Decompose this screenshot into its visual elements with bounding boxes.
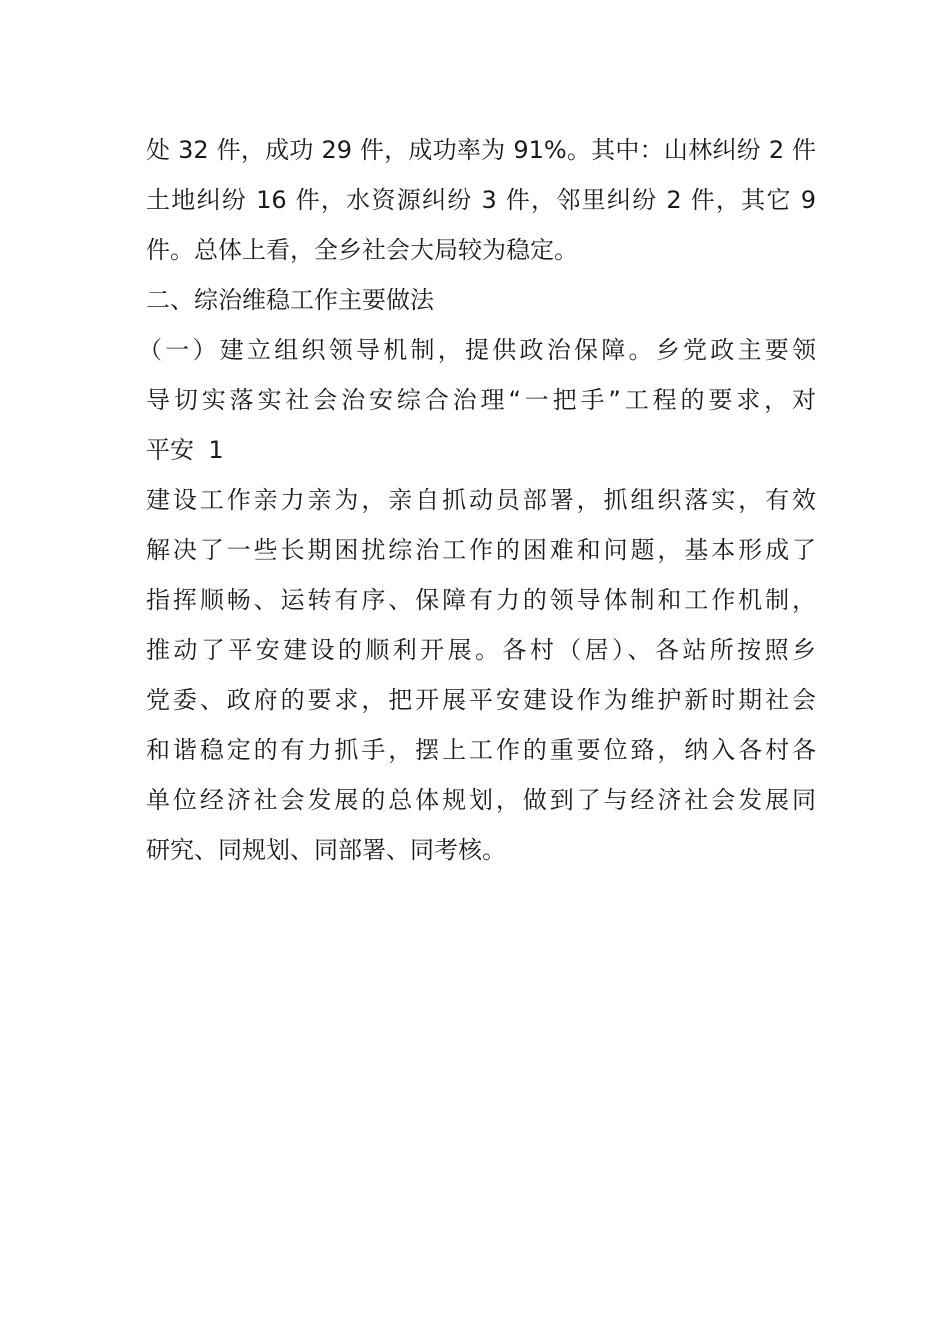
body-text-line: 导切实落实社会治安综合治理“一把手”工程的要求，对: [146, 386, 816, 414]
body-text-line: 推动了平安建设的顺利开展。各村（居）、各站所按照乡: [146, 636, 816, 664]
body-text-line: 解决了一些长期困扰综治工作的困难和问题，基本形成了: [146, 536, 816, 564]
body-text-line: 件。总体上看，全乡社会大局较为稳定。: [146, 236, 578, 264]
body-text-line: 建设工作亲力亲为，亲自抓动员部署，抓组织落实，有效: [146, 486, 816, 514]
body-text-line: 党委、政府的要求，把开展平安建设作为维护新时期社会: [146, 686, 816, 714]
page-number: 1: [208, 436, 224, 464]
body-text-line: 指挥顺畅、运转有序、保障有力的领导体制和工作机制，: [146, 586, 816, 614]
body-text-line-with-page-number: [146, 425, 816, 475]
body-text-line: 和谐稳定的有力抓手，摆上工作的重要位臵，纳入各村各: [146, 736, 816, 764]
body-text-line: 处 32 件，成功 29 件，成功率为 91%。其中：山林纠纷 2 件: [146, 136, 816, 164]
body-text-line: 单位经济社会发展的总体规划，做到了与经济社会发展同: [146, 786, 816, 814]
section-heading: 二、综治维稳工作主要做法: [146, 286, 434, 314]
body-text-line: 土地纠纷 16 件，水资源纠纷 3 件，邻里纠纷 2 件，其它 9: [146, 186, 816, 214]
body-text-line: 研究、同规划、同部署、同考核。: [146, 836, 506, 864]
body-text-fragment: 平安: [146, 436, 194, 464]
subsection-heading-line: （一）建立组织领导机制，提供政治保障。乡党政主要领: [138, 336, 816, 364]
